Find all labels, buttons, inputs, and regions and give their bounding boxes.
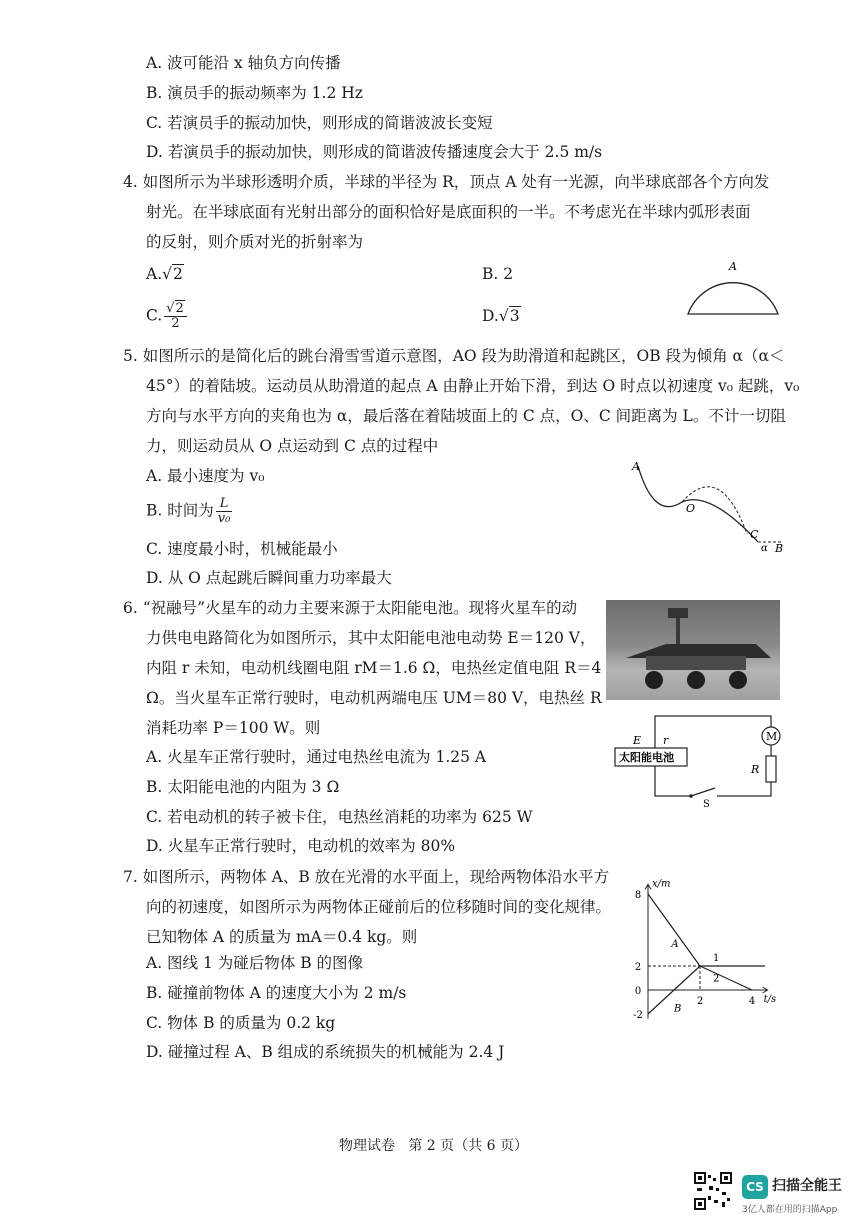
internal-resistance-label: r bbox=[663, 734, 669, 747]
x-axis-label: t/s bbox=[763, 994, 777, 1005]
y-tick-label: -2 bbox=[633, 1010, 643, 1021]
series-label-A: A bbox=[671, 938, 679, 950]
x-tick-label: 4 bbox=[748, 996, 756, 1007]
q5-option-b: B. 时间为 $\frac{L}{\text{v₀}}$ bbox=[146, 496, 231, 526]
ski-ramp-curve bbox=[638, 466, 682, 507]
y-tick-label: 0 bbox=[634, 986, 642, 997]
motor-label: M bbox=[766, 730, 778, 743]
q3-option-d: D. 若演员手的振动加快，则形成的简谐波传播速度会大于 2.5 m/s bbox=[146, 143, 603, 161]
q7-stem-line3: 已知物体 A 的质量为 mA＝0.4 kg。则 bbox=[146, 928, 418, 946]
resistor-label: R bbox=[751, 763, 760, 776]
q7-position-time-chart bbox=[630, 860, 790, 1025]
hemisphere-outline bbox=[688, 283, 778, 314]
emf-label: E bbox=[633, 734, 642, 747]
q3-option-b: B. 演员手的振动频率为 1.2 Hz bbox=[146, 84, 363, 102]
q5-stem-line4: 力，则运动员从 O 点运动到 C 点的过程中 bbox=[146, 437, 439, 455]
series-label-B: B bbox=[674, 1003, 682, 1015]
mars-rover-illustration bbox=[606, 600, 780, 700]
ski-angle-alpha-label: α bbox=[761, 543, 768, 554]
rover-wheel bbox=[729, 671, 747, 689]
q6-stem-line5: 消耗功率 P＝100 W。则 bbox=[146, 719, 321, 737]
ski-point-c-label: C bbox=[750, 528, 759, 541]
ski-point-a-label: A bbox=[632, 460, 640, 473]
q4-option-c-fraction: $\frac{√2}{2}$ bbox=[164, 302, 187, 331]
heater-resistor bbox=[766, 756, 776, 782]
q3-option-c: C. 若演员手的振动加快，则形成的简谐波波长变短 bbox=[146, 114, 493, 132]
q5-ski-jump-figure bbox=[630, 460, 790, 560]
q5-stem-line1: 5. 如图所示的是简化后的跳台滑雪雪道示意图，AO 段为助滑道和起跳区，OB 段为倾角 α（α＜ bbox=[123, 347, 785, 365]
q6-stem-line1: 6. “祝融号”火星车的动力主要来源于太阳能电池。现将火星车的动 bbox=[123, 599, 578, 617]
q5-option-c: C. 速度最小时，机械能最小 bbox=[146, 540, 338, 558]
q7-stem-line1: 7. 如图所示，两物体 A、B 放在光滑的水平面上，现给两物体沿水平方 bbox=[123, 868, 610, 886]
q7-option-b: B. 碰撞前物体 A 的速度大小为 2 m/s bbox=[146, 984, 407, 1002]
q4-stem-line2: 射光。在半球底面有光射出部分的面积恰好是底面积的一半。不考虑光在半球内弧形表面 bbox=[146, 203, 751, 221]
switch-label: S bbox=[703, 799, 710, 810]
x-tick-label: 2 bbox=[696, 996, 704, 1007]
rover-wheel bbox=[645, 671, 663, 689]
q6-option-a: A. 火星车正常行驶时，通过电热丝电流为 1.25 A bbox=[146, 748, 487, 766]
q6-option-c: C. 若电动机的转子被卡住，电热丝消耗的功率为 625 W bbox=[146, 808, 533, 826]
q6-option-b: B. 太阳能电池的内阻为 3 Ω bbox=[146, 778, 340, 796]
camscanner-logo-icon: CS bbox=[742, 1175, 768, 1199]
qr-code-icon bbox=[694, 1172, 732, 1210]
camscanner-app-name: 扫描全能王 bbox=[772, 1178, 842, 1194]
rover-wheel bbox=[687, 671, 705, 689]
q6-stem-line4: Ω。当火星车正常行驶时，电动机两端电压 UM＝80 V，电热丝 R bbox=[146, 689, 602, 707]
y-tick-label: 2 bbox=[634, 962, 642, 973]
series-label-2: 2 bbox=[713, 973, 720, 985]
y-axis-label: x/m bbox=[652, 878, 671, 890]
q4-option-b: B. 2 bbox=[482, 265, 514, 283]
q4-stem-line3: 的反射，则介质对光的折射率为 bbox=[146, 233, 364, 251]
q5-option-a: A. 最小速度为 v₀ bbox=[146, 467, 265, 485]
series-line-A bbox=[648, 894, 700, 966]
page-footer bbox=[0, 1135, 867, 1155]
solar-battery-label: 太阳能电池 bbox=[619, 751, 674, 764]
q4-stem-line1: 4. 如图所示为半球形透明介质，半球的半径为 R，顶点 A 处有一光源，向半球底部各个方向发 bbox=[123, 173, 770, 191]
y-tick-label: 8 bbox=[634, 890, 642, 901]
q7-option-c: C. 物体 B 的质量为 0.2 kg bbox=[146, 1014, 336, 1032]
q6-option-d: D. 火星车正常行驶时，电动机的效率为 80% bbox=[146, 837, 456, 855]
q7-option-d: D. 碰撞过程 A、B 组成的系统损失的机械能为 2.4 J bbox=[146, 1043, 505, 1061]
q5-option-d: D. 从 O 点起跳后瞬间重力功率最大 bbox=[146, 569, 392, 587]
q5-stem-line2: 45°）的着陆坡。运动员从助滑道的起点 A 由静止开始下滑，到达 O 时点以初速度 v₀ 起跳，v₀ bbox=[146, 377, 800, 395]
ski-point-o-label: O bbox=[686, 502, 696, 515]
q4-option-d: D.√3 bbox=[482, 307, 520, 325]
q6-stem-line3: 内阻 r 未知，电动机线圈电阻 rM＝1.6 Ω，电热丝定值电阻 R＝4 bbox=[146, 659, 602, 677]
q6-circuit-diagram bbox=[605, 710, 785, 810]
q6-stem-line2: 力供电电路简化为如图所示，其中太阳能电池电动势 E＝120 V， bbox=[146, 629, 596, 647]
series-label-1: 1 bbox=[713, 953, 720, 965]
camscanner-slogan: 3亿人都在用的扫描App bbox=[742, 1205, 838, 1215]
mars-rover-photo bbox=[606, 600, 780, 700]
series-line-2 bbox=[700, 966, 752, 990]
footer-page-number: 第 2 页（共 6 页） bbox=[408, 1138, 528, 1154]
q4-option-c: C. $\frac{√2}{2}$ bbox=[146, 302, 189, 331]
rover-body bbox=[646, 656, 746, 670]
q7-option-a: A. 图线 1 为碰后物体 B 的图像 bbox=[146, 954, 364, 972]
hemisphere-point-a-label: A bbox=[729, 260, 737, 273]
ski-point-b-label: B bbox=[775, 542, 784, 555]
q5-stem-line3: 方向与水平方向的夹角也为 α，最后落在着陆坡面上的 C 点，O、C 间距离为 L。不计一切阻 bbox=[146, 407, 786, 425]
q3-option-a: A. 波可能沿 x 轴负方向传播 bbox=[146, 54, 341, 72]
q5-option-b-fraction: $\frac{L}{\text{v₀}}$ bbox=[217, 496, 231, 526]
rover-mast bbox=[676, 618, 680, 648]
rover-camera-mast-head bbox=[668, 608, 688, 618]
footer-subject: 物理试卷 bbox=[339, 1138, 395, 1154]
rover-solar-panel bbox=[626, 644, 771, 658]
q4-hemisphere-figure bbox=[684, 260, 784, 320]
q4-option-a: A.√2 bbox=[146, 265, 183, 283]
switch-contact bbox=[689, 794, 693, 798]
q7-stem-line2: 向的初速度，如图所示为两物体正碰前后的位移随时间的变化规律。 bbox=[146, 898, 612, 916]
